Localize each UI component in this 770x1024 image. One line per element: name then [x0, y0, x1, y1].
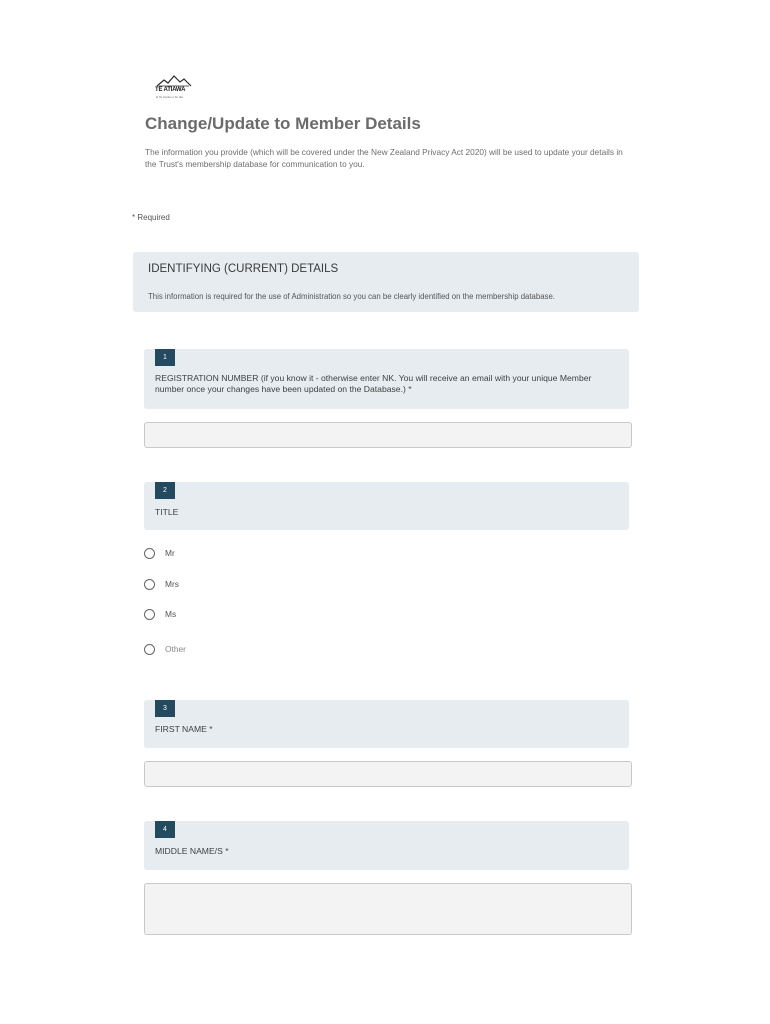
- logo-text: TE ATIAWA: [155, 87, 186, 93]
- form-intro: The information you provide (which will be covered under the New Zealand Privacy Act 2020) will be used to update your details in the Trust's membership database for communication to you.: [145, 147, 623, 169]
- registration-number-input[interactable]: [144, 422, 632, 448]
- title-option-other[interactable]: [144, 641, 186, 657]
- radio-button[interactable]: [144, 609, 155, 620]
- radio-label: Mrs: [165, 579, 179, 589]
- required-note: * Required: [132, 213, 170, 222]
- form-title: Change/Update to Member Details: [145, 114, 421, 133]
- middle-name-input[interactable]: [144, 883, 632, 935]
- section-title: IDENTIFYING (CURRENT) DETAILS: [148, 263, 339, 275]
- question-card-first-name: [144, 700, 629, 748]
- section-description: This information is required for the use of Administration so you can be clearly identified on the membership database.: [148, 292, 555, 301]
- question-label: REGISTRATION NUMBER (if you know it - otherwise enter NK. You will receive an email with your unique Member number once your changes have been updated on the Database.) *: [155, 373, 592, 394]
- title-option-mrs[interactable]: [144, 576, 179, 592]
- mountain-logo-icon: [155, 74, 193, 88]
- question-number-badge: 4: [155, 821, 175, 838]
- title-option-mr[interactable]: [144, 545, 175, 561]
- radio-label: Other: [165, 644, 186, 654]
- question-label: FIRST NAME *: [155, 724, 213, 734]
- question-card-registration: [144, 349, 629, 409]
- question-card-title: [144, 482, 629, 530]
- question-card-middle-name: [144, 821, 629, 870]
- radio-button[interactable]: [144, 579, 155, 590]
- radio-label: Ms: [165, 609, 177, 619]
- question-number-badge: 3: [155, 700, 175, 717]
- question-label: TITLE: [155, 507, 179, 517]
- logo-subtext: ki Te Upoko o Te Ika: [156, 95, 183, 99]
- trust-logo: [155, 74, 193, 100]
- section-header: [133, 252, 639, 312]
- first-name-input[interactable]: [144, 761, 632, 787]
- question-number-badge: 2: [155, 482, 175, 499]
- question-label: MIDDLE NAME/S *: [155, 846, 229, 856]
- title-option-ms[interactable]: [144, 606, 176, 622]
- question-number-badge: 1: [155, 349, 175, 366]
- radio-label: Mr: [165, 548, 175, 558]
- radio-button[interactable]: [144, 644, 155, 655]
- radio-button[interactable]: [144, 548, 155, 559]
